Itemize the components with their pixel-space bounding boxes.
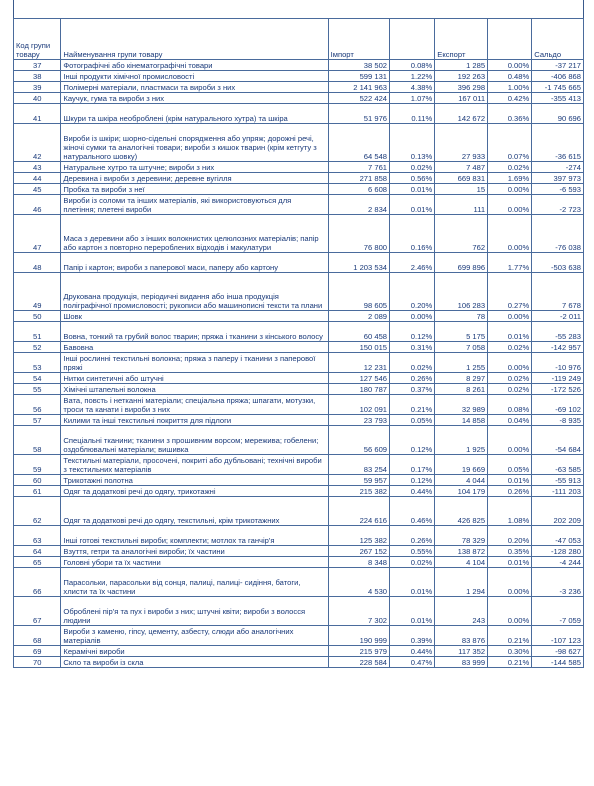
cell-import: 2 141 963 (328, 82, 389, 93)
table-row (14, 384, 584, 395)
cell-saldo: -55 283 (532, 322, 584, 342)
cell-import: 60 458 (328, 322, 389, 342)
cell-import-share: 0.17% (390, 455, 435, 475)
cell-export: 699 896 (435, 253, 488, 273)
table-row (14, 273, 584, 311)
cell-import: 51 976 (328, 104, 389, 124)
cell-import: 215 979 (328, 646, 389, 657)
cell-export-share: 0.04% (488, 415, 532, 426)
cell-export: 396 298 (435, 82, 488, 93)
cell-export-share: 0.05% (488, 455, 532, 475)
cell-import-share: 0.26% (390, 526, 435, 546)
cell-export: 78 (435, 311, 488, 322)
cell-code: 54 (14, 373, 61, 384)
cell-import-share: 0.56% (390, 173, 435, 184)
cell-code: 45 (14, 184, 61, 195)
cell-export: 14 858 (435, 415, 488, 426)
cell-name: Вироби із соломи та інших матеріалів, які використовуються для плетіння; плетені вироби (61, 195, 328, 215)
cell-export-share: 0.01% (488, 557, 532, 568)
cell-code: 46 (14, 195, 61, 215)
cell-name: Папір і картон; вироби з паперової маси, паперу або картону (61, 253, 328, 273)
cell-saldo: 90 696 (532, 104, 584, 124)
header-name: Найменування групи товару (61, 19, 328, 60)
cell-import: 224 616 (328, 497, 389, 526)
cell-code: 55 (14, 384, 61, 395)
cell-export-share: 0.02% (488, 342, 532, 353)
table-row (14, 455, 584, 475)
table-row (14, 373, 584, 384)
table-row (14, 568, 584, 597)
cell-name: Головні убори та їх частини (61, 557, 328, 568)
cell-import: 180 787 (328, 384, 389, 395)
cell-name: Взуття, гетри та аналогічні вироби; їх частини (61, 546, 328, 557)
cell-saldo: -111 203 (532, 486, 584, 497)
table-row (14, 162, 584, 173)
cell-name: Інші готові текстильні вироби; комплекти; мотлох та ганчір'я (61, 526, 328, 546)
header-export: Експорт (435, 19, 488, 60)
cell-import: 98 605 (328, 273, 389, 311)
cell-export: 8 261 (435, 384, 488, 395)
cell-export: 106 283 (435, 273, 488, 311)
cell-code: 61 (14, 486, 61, 497)
cell-export: 1 285 (435, 60, 488, 71)
cell-code: 41 (14, 104, 61, 124)
table-row (14, 71, 584, 82)
cell-code: 37 (14, 60, 61, 71)
cell-name: Інші рослинні текстильні волокна; пряжа з паперу і тканини з паперової пряжі (61, 353, 328, 373)
cell-export-share: 0.07% (488, 124, 532, 162)
cell-name: Фотографічні або кінематографічні товари (61, 60, 328, 71)
cell-name: Парасольки, парасольки від сонця, палиці, палиці- сидіння, батоги, хлисти та їх частини (61, 568, 328, 597)
cell-export-share: 0.26% (488, 486, 532, 497)
cell-code: 67 (14, 597, 61, 626)
cell-name: Керамічні вироби (61, 646, 328, 657)
cell-code: 47 (14, 215, 61, 253)
cell-export-share: 0.30% (488, 646, 532, 657)
cell-code: 64 (14, 546, 61, 557)
cell-code: 49 (14, 273, 61, 311)
cell-code: 42 (14, 124, 61, 162)
cell-import-share: 0.08% (390, 60, 435, 71)
cell-import: 267 152 (328, 546, 389, 557)
cell-import-share: 0.47% (390, 657, 435, 668)
table-row (14, 546, 584, 557)
cell-export: 104 179 (435, 486, 488, 497)
cell-code: 52 (14, 342, 61, 353)
cell-export-share: 0.02% (488, 384, 532, 395)
cell-import-share: 0.44% (390, 486, 435, 497)
table-row (14, 195, 584, 215)
cell-export: 138 872 (435, 546, 488, 557)
cell-export-share: 1.69% (488, 173, 532, 184)
cell-export: 192 263 (435, 71, 488, 82)
cell-export-share: 0.20% (488, 526, 532, 546)
cell-saldo: -3 236 (532, 568, 584, 597)
cell-saldo: 202 209 (532, 497, 584, 526)
cell-code: 60 (14, 475, 61, 486)
table-row (14, 322, 584, 342)
cell-code: 63 (14, 526, 61, 546)
cell-name: Маса з деревини або з інших волокнистих целюлозних матеріалів; папір або картон з повторно перероблених відходів і макулатури (61, 215, 328, 253)
cell-import: 38 502 (328, 60, 389, 71)
cell-name: Каучук, гума та вироби з них (61, 93, 328, 104)
cell-import-share: 0.16% (390, 215, 435, 253)
cell-import: 59 957 (328, 475, 389, 486)
cell-import-share: 0.02% (390, 162, 435, 173)
cell-export-share: 0.21% (488, 626, 532, 646)
cell-saldo: -7 059 (532, 597, 584, 626)
cell-import: 228 584 (328, 657, 389, 668)
cell-code: 65 (14, 557, 61, 568)
cell-import: 7 302 (328, 597, 389, 626)
cell-import: 56 609 (328, 426, 389, 455)
table-row (14, 184, 584, 195)
cell-export: 15 (435, 184, 488, 195)
header-export-share (488, 19, 532, 60)
cell-name: Бавовна (61, 342, 328, 353)
cell-export-share: 1.08% (488, 497, 532, 526)
cell-import-share: 0.31% (390, 342, 435, 353)
cell-saldo: -6 593 (532, 184, 584, 195)
cell-export-share: 0.00% (488, 60, 532, 71)
cell-import-share: 0.39% (390, 626, 435, 646)
table-row (14, 311, 584, 322)
table-row (14, 415, 584, 426)
cell-code: 68 (14, 626, 61, 646)
cell-name: Шовк (61, 311, 328, 322)
cell-saldo: -274 (532, 162, 584, 173)
cell-name: Оброблені пір'я та пух і вироби з них; штучні квіти; вироби з волосся людини (61, 597, 328, 626)
cell-import-share: 0.01% (390, 184, 435, 195)
cell-export: 762 (435, 215, 488, 253)
cell-export-share: 0.02% (488, 162, 532, 173)
header-import: Імпорт (328, 19, 389, 60)
cell-saldo: -54 684 (532, 426, 584, 455)
cell-import: 190 999 (328, 626, 389, 646)
cell-saldo: -119 249 (532, 373, 584, 384)
header-import-share (390, 19, 435, 60)
cell-saldo: -503 638 (532, 253, 584, 273)
cell-name: Нитки синтетичні або штучні (61, 373, 328, 384)
table-row (14, 597, 584, 626)
cell-name: Килими та інші текстильні покриття для підлоги (61, 415, 328, 426)
cell-import: 150 015 (328, 342, 389, 353)
cell-export-share: 1.77% (488, 253, 532, 273)
cell-import-share: 0.12% (390, 475, 435, 486)
cell-export-share: 0.48% (488, 71, 532, 82)
cell-code: 44 (14, 173, 61, 184)
cell-saldo: -69 102 (532, 395, 584, 415)
cell-import: 64 548 (328, 124, 389, 162)
cell-export: 5 175 (435, 322, 488, 342)
cell-export: 426 825 (435, 497, 488, 526)
cell-saldo: 397 973 (532, 173, 584, 184)
cell-name: Друкована продукція, періодичні видання або інша продукція поліграфічної промисловості; рукописи або машинописні тексти та плани (61, 273, 328, 311)
cell-import-share: 0.21% (390, 395, 435, 415)
cell-export-share: 0.00% (488, 353, 532, 373)
cell-name: Полімерні матеріали, пластмаси та вироби з них (61, 82, 328, 93)
cell-saldo: -1 745 665 (532, 82, 584, 93)
cell-export-share: 1.00% (488, 82, 532, 93)
cell-import-share: 0.02% (390, 557, 435, 568)
cell-export: 32 989 (435, 395, 488, 415)
cell-import-share: 0.05% (390, 415, 435, 426)
cell-saldo: -98 627 (532, 646, 584, 657)
cell-saldo: -63 585 (532, 455, 584, 475)
cell-saldo: -2 011 (532, 311, 584, 322)
cell-import-share: 0.13% (390, 124, 435, 162)
cell-name: Одяг та додаткові речі до одягу, трикотажні (61, 486, 328, 497)
cell-code: 66 (14, 568, 61, 597)
cell-export: 83 876 (435, 626, 488, 646)
cell-import: 8 348 (328, 557, 389, 568)
cell-import-share: 0.12% (390, 322, 435, 342)
cell-name: Вата, повсть і нетканні матеріали; спеціальна пряжа; шпагати, мотузки, троси та канати і вироби з них (61, 395, 328, 415)
cell-import-share: 0.46% (390, 497, 435, 526)
cell-import: 23 793 (328, 415, 389, 426)
table-row (14, 124, 584, 162)
cell-export: 27 933 (435, 124, 488, 162)
cell-export: 117 352 (435, 646, 488, 657)
cell-import: 102 091 (328, 395, 389, 415)
cell-export-share: 0.00% (488, 311, 532, 322)
cell-export: 243 (435, 597, 488, 626)
table-row (14, 342, 584, 353)
cell-import-share: 1.07% (390, 93, 435, 104)
table-row (14, 526, 584, 546)
cell-code: 50 (14, 311, 61, 322)
cell-import-share: 1.22% (390, 71, 435, 82)
cell-export-share: 0.01% (488, 322, 532, 342)
cell-export: 167 011 (435, 93, 488, 104)
cell-name: Хімічні штапельні волокна (61, 384, 328, 395)
cell-saldo: -172 526 (532, 384, 584, 395)
cell-code: 59 (14, 455, 61, 475)
cell-saldo: -406 868 (532, 71, 584, 82)
table-row (14, 82, 584, 93)
cell-import: 125 382 (328, 526, 389, 546)
cell-saldo: -37 217 (532, 60, 584, 71)
cell-export-share: 0.00% (488, 597, 532, 626)
cell-export: 1 255 (435, 353, 488, 373)
cell-code: 58 (14, 426, 61, 455)
cell-import: 7 761 (328, 162, 389, 173)
table-row (14, 626, 584, 646)
cell-saldo: -36 615 (532, 124, 584, 162)
cell-import: 127 546 (328, 373, 389, 384)
cell-export: 142 672 (435, 104, 488, 124)
table-row (14, 173, 584, 184)
cell-code: 57 (14, 415, 61, 426)
cell-export-share: 0.36% (488, 104, 532, 124)
cell-import: 215 382 (328, 486, 389, 497)
table-row (14, 475, 584, 486)
cell-name: Пробка та вироби з неї (61, 184, 328, 195)
table-row (14, 657, 584, 668)
cell-export: 83 999 (435, 657, 488, 668)
cell-export: 7 058 (435, 342, 488, 353)
cell-export: 8 297 (435, 373, 488, 384)
cell-saldo: -4 244 (532, 557, 584, 568)
cell-export-share: 0.42% (488, 93, 532, 104)
cell-export-share: 0.01% (488, 475, 532, 486)
cell-export-share: 0.00% (488, 426, 532, 455)
cell-import: 2 834 (328, 195, 389, 215)
header-saldo: Сальдо (532, 19, 584, 60)
cell-export: 669 831 (435, 173, 488, 184)
sheet-frame-right (583, 0, 584, 18)
cell-code: 62 (14, 497, 61, 526)
cell-import-share: 0.12% (390, 426, 435, 455)
table-row (14, 486, 584, 497)
cell-name: Вовна, тонкий та грубий волос тварин; пряжа і тканини з кінського волосу (61, 322, 328, 342)
cell-name: Трикотажні полотна (61, 475, 328, 486)
cell-export-share: 0.02% (488, 373, 532, 384)
cell-saldo: -142 957 (532, 342, 584, 353)
table-row (14, 253, 584, 273)
cell-import: 522 424 (328, 93, 389, 104)
cell-name: Спеціальні тканини; тканини з прошивним ворсом; мережива; гобелени; оздоблювальні матеріали; вишивка (61, 426, 328, 455)
cell-import: 271 858 (328, 173, 389, 184)
table-row (14, 215, 584, 253)
cell-import: 599 131 (328, 71, 389, 82)
table-row (14, 497, 584, 526)
cell-code: 56 (14, 395, 61, 415)
cell-name: Вироби з каменю, гіпсу, цементу, азбесту, слюди або аналогічних матеріалів (61, 626, 328, 646)
cell-name: Скло та вироби із скла (61, 657, 328, 668)
cell-name: Текстильні матеріали, просочені, покриті або дубльовані; технічні вироби з текстильних матеріалів (61, 455, 328, 475)
cell-name: Вироби із шкіри; шорно-сідельні спорядження або упряж; дорожні речі, жіночі сумки та аналогічні товари; вироби з кишок тварин (крім кетгуту з натурального шовку) (61, 124, 328, 162)
table-row (14, 557, 584, 568)
table-row (14, 60, 584, 71)
cell-import-share: 0.26% (390, 373, 435, 384)
cell-saldo: 7 678 (532, 273, 584, 311)
cell-import-share: 0.55% (390, 546, 435, 557)
header-code: Код групи товару (14, 19, 61, 60)
cell-export-share: 0.00% (488, 184, 532, 195)
cell-export: 7 487 (435, 162, 488, 173)
cell-import-share: 0.11% (390, 104, 435, 124)
cell-saldo: -55 913 (532, 475, 584, 486)
cell-import: 1 203 534 (328, 253, 389, 273)
cell-import-share: 0.37% (390, 384, 435, 395)
cell-saldo: -2 723 (532, 195, 584, 215)
cell-export-share: 0.00% (488, 215, 532, 253)
cell-export-share: 0.27% (488, 273, 532, 311)
cell-saldo: -128 280 (532, 546, 584, 557)
cell-name: Інші продукти хімічної промисловості (61, 71, 328, 82)
cell-code: 51 (14, 322, 61, 342)
cell-import: 2 089 (328, 311, 389, 322)
cell-import-share: 2.46% (390, 253, 435, 273)
table-row (14, 426, 584, 455)
cell-code: 39 (14, 82, 61, 93)
cell-export-share: 0.00% (488, 195, 532, 215)
cell-import-share: 0.01% (390, 597, 435, 626)
cell-import-share: 0.01% (390, 568, 435, 597)
cell-code: 38 (14, 71, 61, 82)
cell-import-share: 4.38% (390, 82, 435, 93)
cell-export: 111 (435, 195, 488, 215)
cell-import-share: 0.02% (390, 353, 435, 373)
cell-import-share: 0.00% (390, 311, 435, 322)
cell-export-share: 0.08% (488, 395, 532, 415)
table-row (14, 395, 584, 415)
cell-export: 1 294 (435, 568, 488, 597)
table-row (14, 353, 584, 373)
cell-name: Шкури та шкіра необроблені (крім натурального хутра) та шкіра (61, 104, 328, 124)
cell-import: 76 800 (328, 215, 389, 253)
cell-export-share: 0.21% (488, 657, 532, 668)
cell-import: 6 608 (328, 184, 389, 195)
table-row (14, 104, 584, 124)
cell-name: Одяг та додаткові речі до одягу, текстильні, крім трикотажних (61, 497, 328, 526)
table-row (14, 646, 584, 657)
cell-import: 4 530 (328, 568, 389, 597)
table-row (14, 93, 584, 104)
cell-saldo: -47 053 (532, 526, 584, 546)
cell-import: 83 254 (328, 455, 389, 475)
cell-import-share: 0.20% (390, 273, 435, 311)
cell-export: 4 044 (435, 475, 488, 486)
cell-import-share: 0.01% (390, 195, 435, 215)
trade-balance-table (13, 18, 584, 668)
cell-code: 48 (14, 253, 61, 273)
cell-saldo: -76 038 (532, 215, 584, 253)
cell-code: 40 (14, 93, 61, 104)
cell-code: 53 (14, 353, 61, 373)
cell-saldo: -107 123 (532, 626, 584, 646)
cell-code: 43 (14, 162, 61, 173)
cell-export-share: 0.00% (488, 568, 532, 597)
cell-saldo: -144 585 (532, 657, 584, 668)
sheet-frame-left (13, 0, 14, 18)
cell-name: Деревина і вироби з деревини; деревне вугілля (61, 173, 328, 184)
cell-export: 19 669 (435, 455, 488, 475)
cell-export: 78 329 (435, 526, 488, 546)
cell-saldo: -10 976 (532, 353, 584, 373)
cell-code: 69 (14, 646, 61, 657)
cell-export: 1 925 (435, 426, 488, 455)
cell-name: Натуральне хутро та штучне; вироби з них (61, 162, 328, 173)
cell-saldo: -8 935 (532, 415, 584, 426)
cell-saldo: -355 413 (532, 93, 584, 104)
cell-import: 12 231 (328, 353, 389, 373)
header-row (14, 19, 584, 60)
cell-export: 4 104 (435, 557, 488, 568)
cell-import-share: 0.44% (390, 646, 435, 657)
cell-code: 70 (14, 657, 61, 668)
cell-export-share: 0.35% (488, 546, 532, 557)
